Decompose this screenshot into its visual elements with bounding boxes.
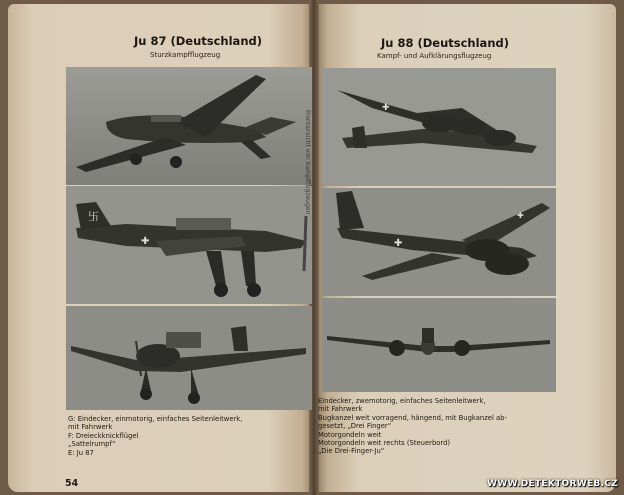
- ju87-side-view-image: [66, 186, 312, 304]
- left-page-title: Ju 87 (Deutschland): [134, 34, 262, 48]
- svg-text:✚: ✚: [382, 103, 390, 113]
- left-caption-line-4: „Sattelrumpf“: [68, 440, 116, 449]
- left-page-caption: [68, 415, 242, 457]
- left-page-subtitle: Sturzkampfflugzeug: [150, 51, 221, 59]
- ju87-front-view-image: [66, 306, 312, 410]
- right-caption-line-6: Motorgondeln weit rechts (Steuerbord): [318, 439, 451, 448]
- ju88-bomber-image-top: [322, 68, 556, 186]
- svg-text:✚: ✚: [141, 236, 150, 247]
- right-caption-line-2: mit Fahrwerk: [318, 405, 363, 414]
- ju88-photo-2: [322, 188, 556, 296]
- ju87-photo-3: [66, 306, 312, 410]
- left-caption-line-5: E: Ju 87: [68, 448, 94, 457]
- page-number: 54: [65, 478, 79, 489]
- right-caption-line-3: Bugkanzel weit vorragend, hängend, mit Bugkanzel ab-: [318, 413, 507, 422]
- right-caption-line-4: gesetzt, „Drei Finger“: [318, 422, 392, 431]
- ju88-photo-1: [322, 68, 556, 186]
- watermark-text: WWW.DETEKTORWEB.CZ: [487, 479, 618, 489]
- svg-text:卐: 卐: [88, 210, 99, 223]
- right-caption-line-1: Eindecker, zwemotorig, einfaches Seitenleitwerk,: [318, 397, 486, 405]
- right-caption-line-7: „Die Drei-Finger-Ju“: [318, 447, 385, 456]
- left-caption-line-1: G: Eindecker, einmotorig, einfaches Seitenleitwerk,: [68, 415, 243, 423]
- right-page-subtitle: Kampf- und Aufklärungsflugzeug: [377, 52, 492, 60]
- gutter-side-text: Frontansicht von Kampfflugzeugen: [304, 110, 311, 215]
- right-caption-line-5: Motorgondeln weit: [318, 430, 382, 439]
- ju88-photo-3: [322, 298, 556, 392]
- right-page-title: Ju 88 (Deutschland): [381, 36, 509, 50]
- ju88-front-view-image: [322, 298, 556, 392]
- left-caption-line-2: mit Fahrwerk: [68, 423, 113, 432]
- right-page-caption: [318, 397, 507, 456]
- left-caption-line-3: F: Dreieckknickflügel: [68, 431, 139, 440]
- svg-text:✚: ✚: [517, 211, 524, 220]
- ju87-dive-bomber-image-top: [66, 67, 312, 185]
- ju88-side-view-image: [322, 188, 556, 296]
- svg-text:✚: ✚: [394, 238, 403, 249]
- ju87-photo-1: [66, 67, 312, 185]
- ju87-photo-2: [66, 186, 312, 304]
